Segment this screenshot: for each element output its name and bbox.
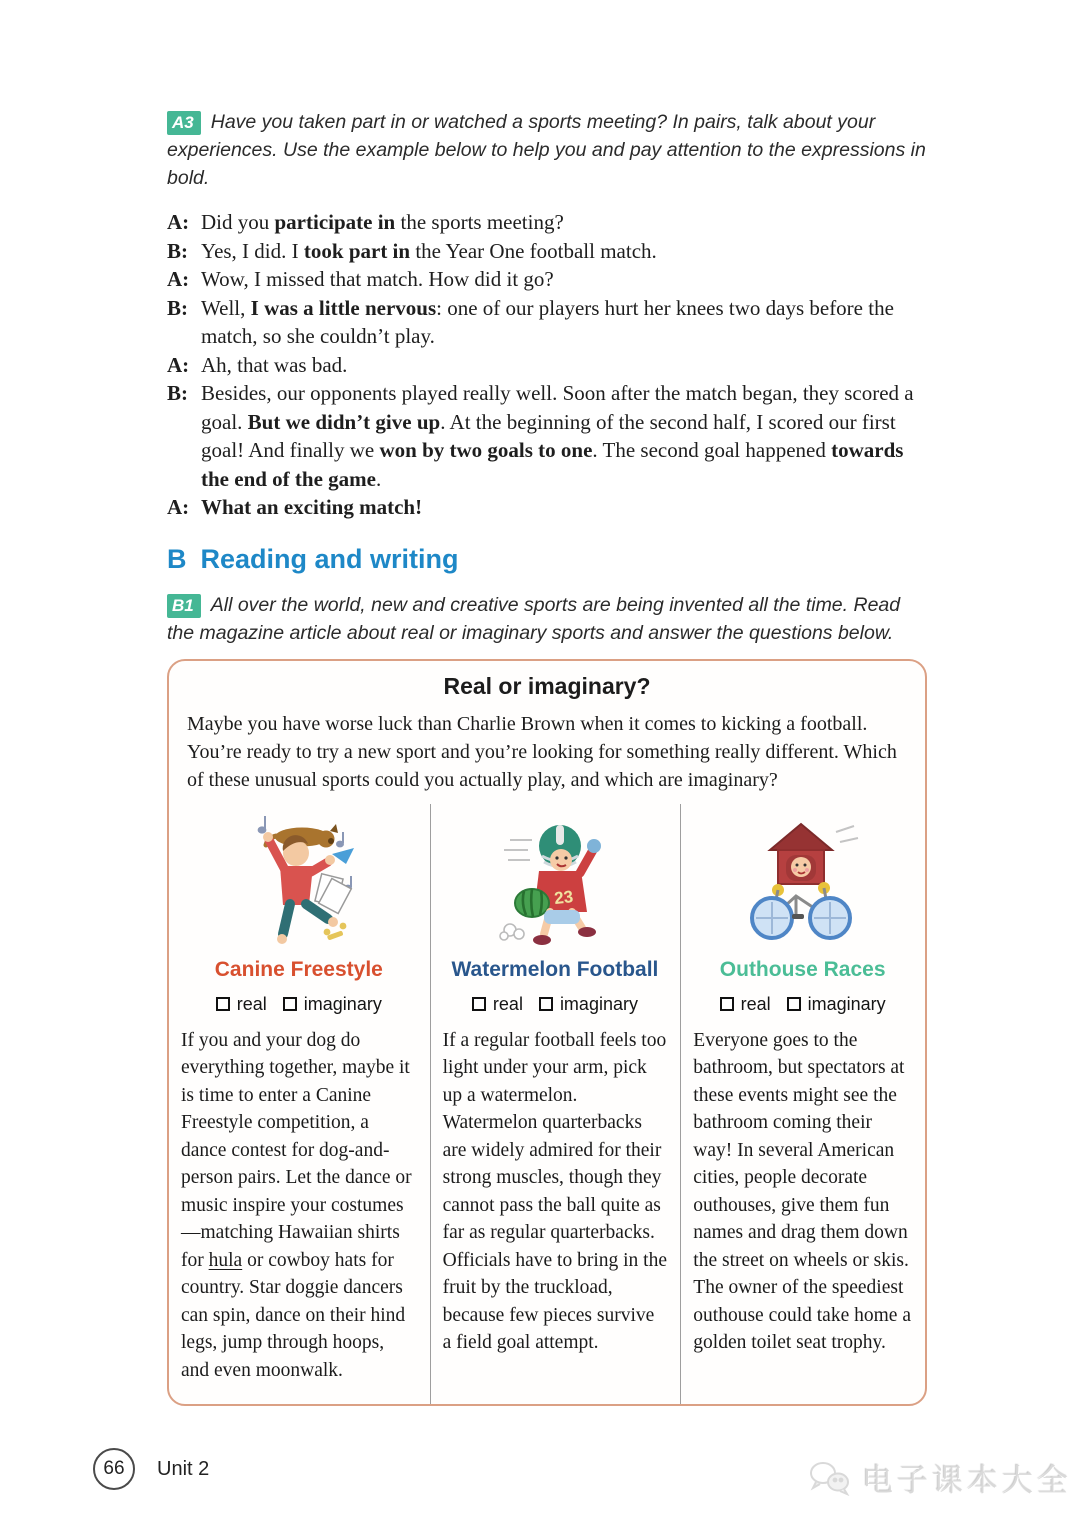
speaker-label: B:: [167, 238, 188, 263]
real-checkbox-option: [216, 994, 267, 1015]
section-b-heading: [167, 544, 930, 575]
watermark: [808, 1455, 1072, 1500]
real-label: real: [236, 993, 267, 1014]
real-label: real: [492, 993, 523, 1014]
b1-instructions-row: [167, 591, 930, 647]
column-body-watermelon-football: If a regular football feels too light under your arm, pick up a watermelon. Watermelon quarterbacks are widely admired for their strong muscles, though they cannot pass the ball quite as far as regular quarterbacks. Officials have to bring in the fruit by the truckload, because few pieces survive a field goal attempt.: [442, 1029, 667, 1353]
article-box: [167, 659, 927, 1407]
section-b-letter: B: [167, 543, 187, 574]
dialogue-text: Ah, that was bad.: [201, 352, 348, 377]
dialogue-line: [167, 379, 930, 493]
b1-instructions-text: All over the world, new and creative sports are being invented all the time. Read the magazine article about real or imaginary sports and answer the questions below.: [167, 593, 901, 644]
column-title-canine-freestyle: Canine Freestyle: [214, 957, 383, 981]
dialogue-example: [167, 208, 930, 522]
article-intro: Maybe you have worse luck than Charlie Brown when it comes to kicking a football. You’re ready to try a new sport and you’re looking for something really different. Which of these unusual sports could you actually play, and which are imaginary?: [187, 712, 897, 791]
imaginary-label: imaginary: [807, 993, 886, 1014]
real-checkbox[interactable]: [472, 997, 486, 1011]
a3-instructions-row: [167, 108, 930, 192]
imaginary-checkbox-option: [539, 994, 638, 1015]
column-body-outhouse-races: Everyone goes to the bathroom, but spectators at these events might see the bathroom coming their way! In several American cities, people decorate outhouses, give them fun names and drag them down the street on wheels or skis. The owner of the speediest outhouse could take home a golden toilet seat trophy.: [693, 1029, 911, 1353]
column-title-watermelon-football: Watermelon Football: [451, 957, 659, 981]
page-number-badge: 66: [93, 1448, 135, 1490]
dialogue-line: [167, 208, 930, 237]
column-title-outhouse-races: Outhouse Races: [719, 957, 886, 981]
article-title: Real or imaginary?: [443, 672, 651, 699]
speaker-label: A:: [167, 352, 190, 377]
dialogue-line: [167, 237, 930, 266]
a3-badge: A3: [167, 111, 201, 135]
a3-instructions-text: Have you taken part in or watched a sports meeting? In pairs, talk about your experiences. Use the example below to help you and pay attention to the expressions in bold.: [167, 111, 926, 189]
imaginary-checkbox[interactable]: [539, 997, 553, 1011]
dialogue-text: Did you participate in the sports meeting?: [201, 210, 564, 234]
speaker-label: A:: [167, 495, 190, 519]
real-checkbox-option: [472, 994, 523, 1015]
speaker-label: A:: [167, 210, 190, 234]
dialogue-line: [167, 351, 930, 380]
kid-on-bicycle-with-outhouse-icon: [728, 810, 878, 950]
wechat-icon: [808, 1460, 852, 1496]
dialogue-text: Besides, our opponents played really well. Soon after the match began, they scored a goal. But we didn’t give up. At the beginning of the second half, I scored our first goal! And finally we won by two goals to one. The second goal happened towards the end of the game.: [201, 381, 914, 491]
sport-columns: [169, 804, 925, 1405]
real-checkbox[interactable]: [720, 997, 734, 1011]
unit-label: Unit 2: [157, 1457, 210, 1480]
dialogue-line: [167, 493, 930, 522]
dialogue-line: [167, 294, 930, 351]
watermelon-football-illustration: [443, 808, 668, 950]
imaginary-checkbox-option: [787, 994, 886, 1015]
speaker-label: B:: [167, 381, 188, 405]
checkbox-row-outhouse-races: [693, 994, 912, 1015]
imaginary-checkbox[interactable]: [787, 997, 801, 1011]
dancer-with-dog-icon: [224, 810, 374, 950]
checkbox-row-watermelon-football: [443, 994, 668, 1015]
canine-freestyle-illustration: [181, 808, 417, 950]
real-label: real: [740, 993, 771, 1014]
watermark-text: 电子课本大全: [862, 1463, 1072, 1498]
kid-with-watermelon-icon: [480, 810, 630, 950]
dialogue-text: Wow, I missed that match. How did it go?: [201, 267, 554, 291]
dialogue-text: Well, I was a little nervous: one of our players hurt her knees two days before the match, so she couldn’t play.: [201, 295, 894, 348]
dialogue-text: Yes, I did. I took part in the Year One football match.: [201, 238, 657, 263]
section-b-title: Reading and writing: [200, 543, 459, 574]
real-checkbox-option: [720, 994, 771, 1015]
column-canine-freestyle: [169, 804, 430, 1405]
b1-badge: B1: [167, 594, 201, 618]
real-checkbox[interactable]: [216, 997, 230, 1011]
dialogue-line: [167, 265, 930, 294]
imaginary-label: imaginary: [559, 993, 638, 1014]
column-body-canine-freestyle: If you and your dog do everything together, maybe it is time to enter a Canine Freestyle competition, a dance contest for dog-and-person pairs. Let the dance or music inspire your costumes—matching Hawaiian shirts for hula or cowboy hats for country. Star doggie dancers can spin, dance on their hind legs, jump through hoops, and even moonwalk.: [181, 1029, 412, 1381]
imaginary-checkbox[interactable]: [283, 997, 297, 1011]
page-footer: [93, 1448, 209, 1490]
checkbox-row-canine-freestyle: [181, 994, 417, 1015]
imaginary-label: imaginary: [303, 993, 382, 1014]
dialogue-text: What an exciting match!: [201, 495, 423, 519]
speaker-label: A:: [167, 267, 190, 291]
column-watermelon-football: [430, 804, 681, 1405]
outhouse-races-illustration: [693, 808, 912, 950]
column-outhouse-races: [680, 804, 925, 1405]
jersey-number: 23: [553, 886, 575, 908]
speaker-label: B:: [167, 295, 188, 320]
imaginary-checkbox-option: [283, 994, 382, 1015]
